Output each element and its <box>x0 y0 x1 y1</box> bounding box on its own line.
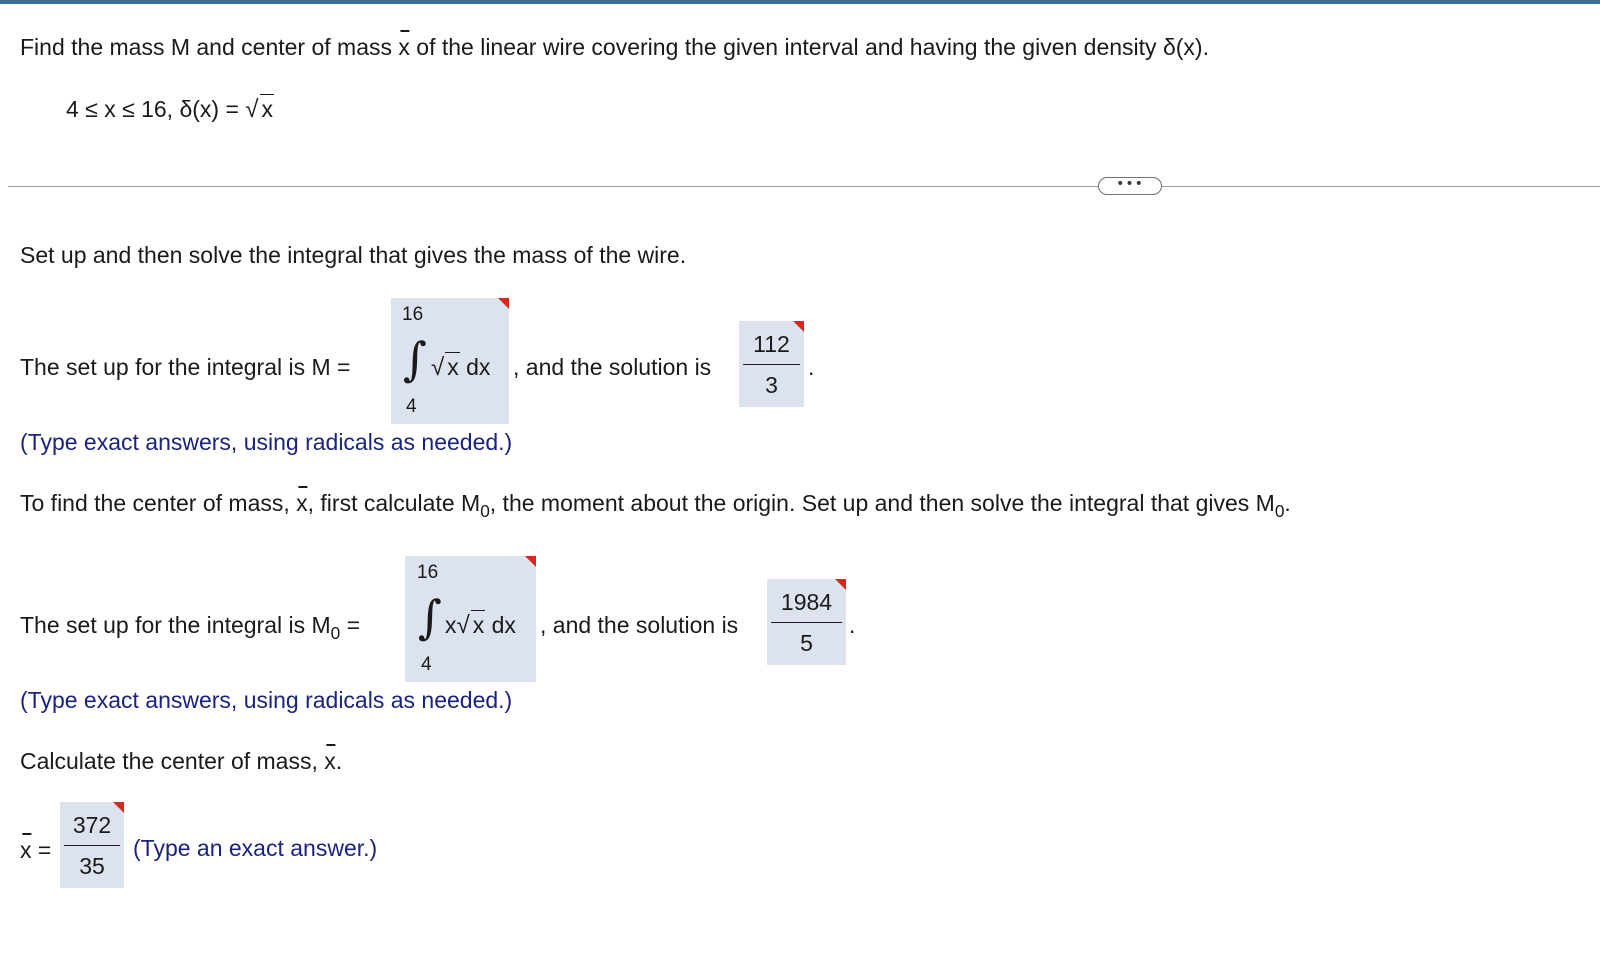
integral-sign: ∫ <box>418 590 442 644</box>
moment-integrand-radicand: x <box>472 612 485 638</box>
integral-sign: ∫ <box>403 332 427 386</box>
mass-hint: (Type exact answers, using radicals as needed.) <box>20 429 513 455</box>
mass-integrand-radicand: x <box>447 354 459 380</box>
center-answer-denominator: 35 <box>79 853 105 879</box>
mass-differential: dx <box>466 354 491 380</box>
equals-sign: = <box>346 612 361 638</box>
moment-integral-answer-box[interactable] <box>405 556 536 682</box>
moment-integrand <box>445 612 516 640</box>
mass-solution-answer-box[interactable] <box>739 321 804 407</box>
center-hint: (Type an exact answer.) <box>133 835 378 861</box>
moment-upper-limit: 16 <box>417 562 439 583</box>
mass-setup-label: The set up for the integral is M = <box>20 354 351 380</box>
mass-lower-limit: 4 <box>406 396 417 417</box>
center-answer-label <box>20 837 51 864</box>
moment-setup-label <box>20 612 361 644</box>
sqrt-expression: √ x <box>431 354 459 381</box>
moment-lower-limit: 4 <box>421 654 432 675</box>
question-prefix: Find the mass M and center of mass <box>20 34 392 60</box>
moment-instruction <box>20 490 1291 522</box>
question-suffix: of the linear wire covering the given interval and having the given density δ(x). <box>416 34 1209 60</box>
fraction-bar <box>771 622 842 623</box>
section-divider <box>8 186 1600 187</box>
moment-end-period: . <box>849 612 856 638</box>
mass-end-period: . <box>808 354 815 380</box>
center-instruction-text: Calculate the center of mass, <box>20 748 318 774</box>
mass-instruction: Set up and then solve the integral that gives the mass of the wire. <box>20 242 687 268</box>
moment-integrand-factor: x <box>445 612 457 638</box>
mass-solution-label: , and the solution is <box>513 354 712 380</box>
mass-solution-numerator: 112 <box>753 331 790 357</box>
moment-solution-denominator: 5 <box>800 630 813 656</box>
xbar-symbol: x <box>324 748 336 774</box>
mass-solution-denominator: 3 <box>765 372 778 398</box>
interval-text: 4 ≤ x ≤ 16, δ(x) = <box>66 96 239 122</box>
moment-instruction-end: . <box>1284 490 1291 516</box>
moment-hint: (Type exact answers, using radicals as needed.) <box>20 687 513 713</box>
moment-setup-text: The set up for the integral is M <box>20 612 331 638</box>
moment-solution-label: , and the solution is <box>540 612 739 638</box>
fraction-bar <box>743 364 800 365</box>
center-answer-numerator: 372 <box>72 812 112 838</box>
equals-sign: = <box>37 837 52 863</box>
question-prompt <box>20 34 1209 61</box>
more-options-button[interactable]: ••• <box>1098 177 1162 195</box>
mass-upper-limit: 16 <box>402 304 424 325</box>
center-instruction <box>20 748 342 775</box>
mass-integrand <box>431 354 490 382</box>
moment-differential: dx <box>491 612 516 638</box>
center-instruction-end: . <box>335 748 343 774</box>
top-accent-bar <box>0 0 1600 4</box>
given-interval-density <box>66 96 274 124</box>
sqrt-expression: √ x <box>245 96 274 123</box>
xbar-symbol: x <box>20 837 32 863</box>
mass-integral-answer-box[interactable] <box>391 298 509 424</box>
density-radicand: x <box>261 96 274 122</box>
moment-solution-numerator: 1984 <box>780 589 833 615</box>
moment-instruction-part2: , first calculate M <box>307 490 481 516</box>
center-answer-box[interactable] <box>60 802 124 888</box>
moment-instruction-part1: To find the center of mass, <box>20 490 290 516</box>
subscript-zero: 0 <box>330 623 341 644</box>
xbar-symbol: x <box>296 490 308 516</box>
subscript-zero: 0 <box>480 501 490 522</box>
fraction-bar <box>64 845 120 846</box>
moment-solution-answer-box[interactable] <box>767 579 846 665</box>
sqrt-expression: √ x <box>456 612 485 639</box>
subscript-zero: 0 <box>1274 501 1285 522</box>
moment-instruction-part3: , the moment about the origin. Set up and then solve the integral that gives M <box>489 490 1275 516</box>
xbar-symbol: x <box>398 34 410 60</box>
